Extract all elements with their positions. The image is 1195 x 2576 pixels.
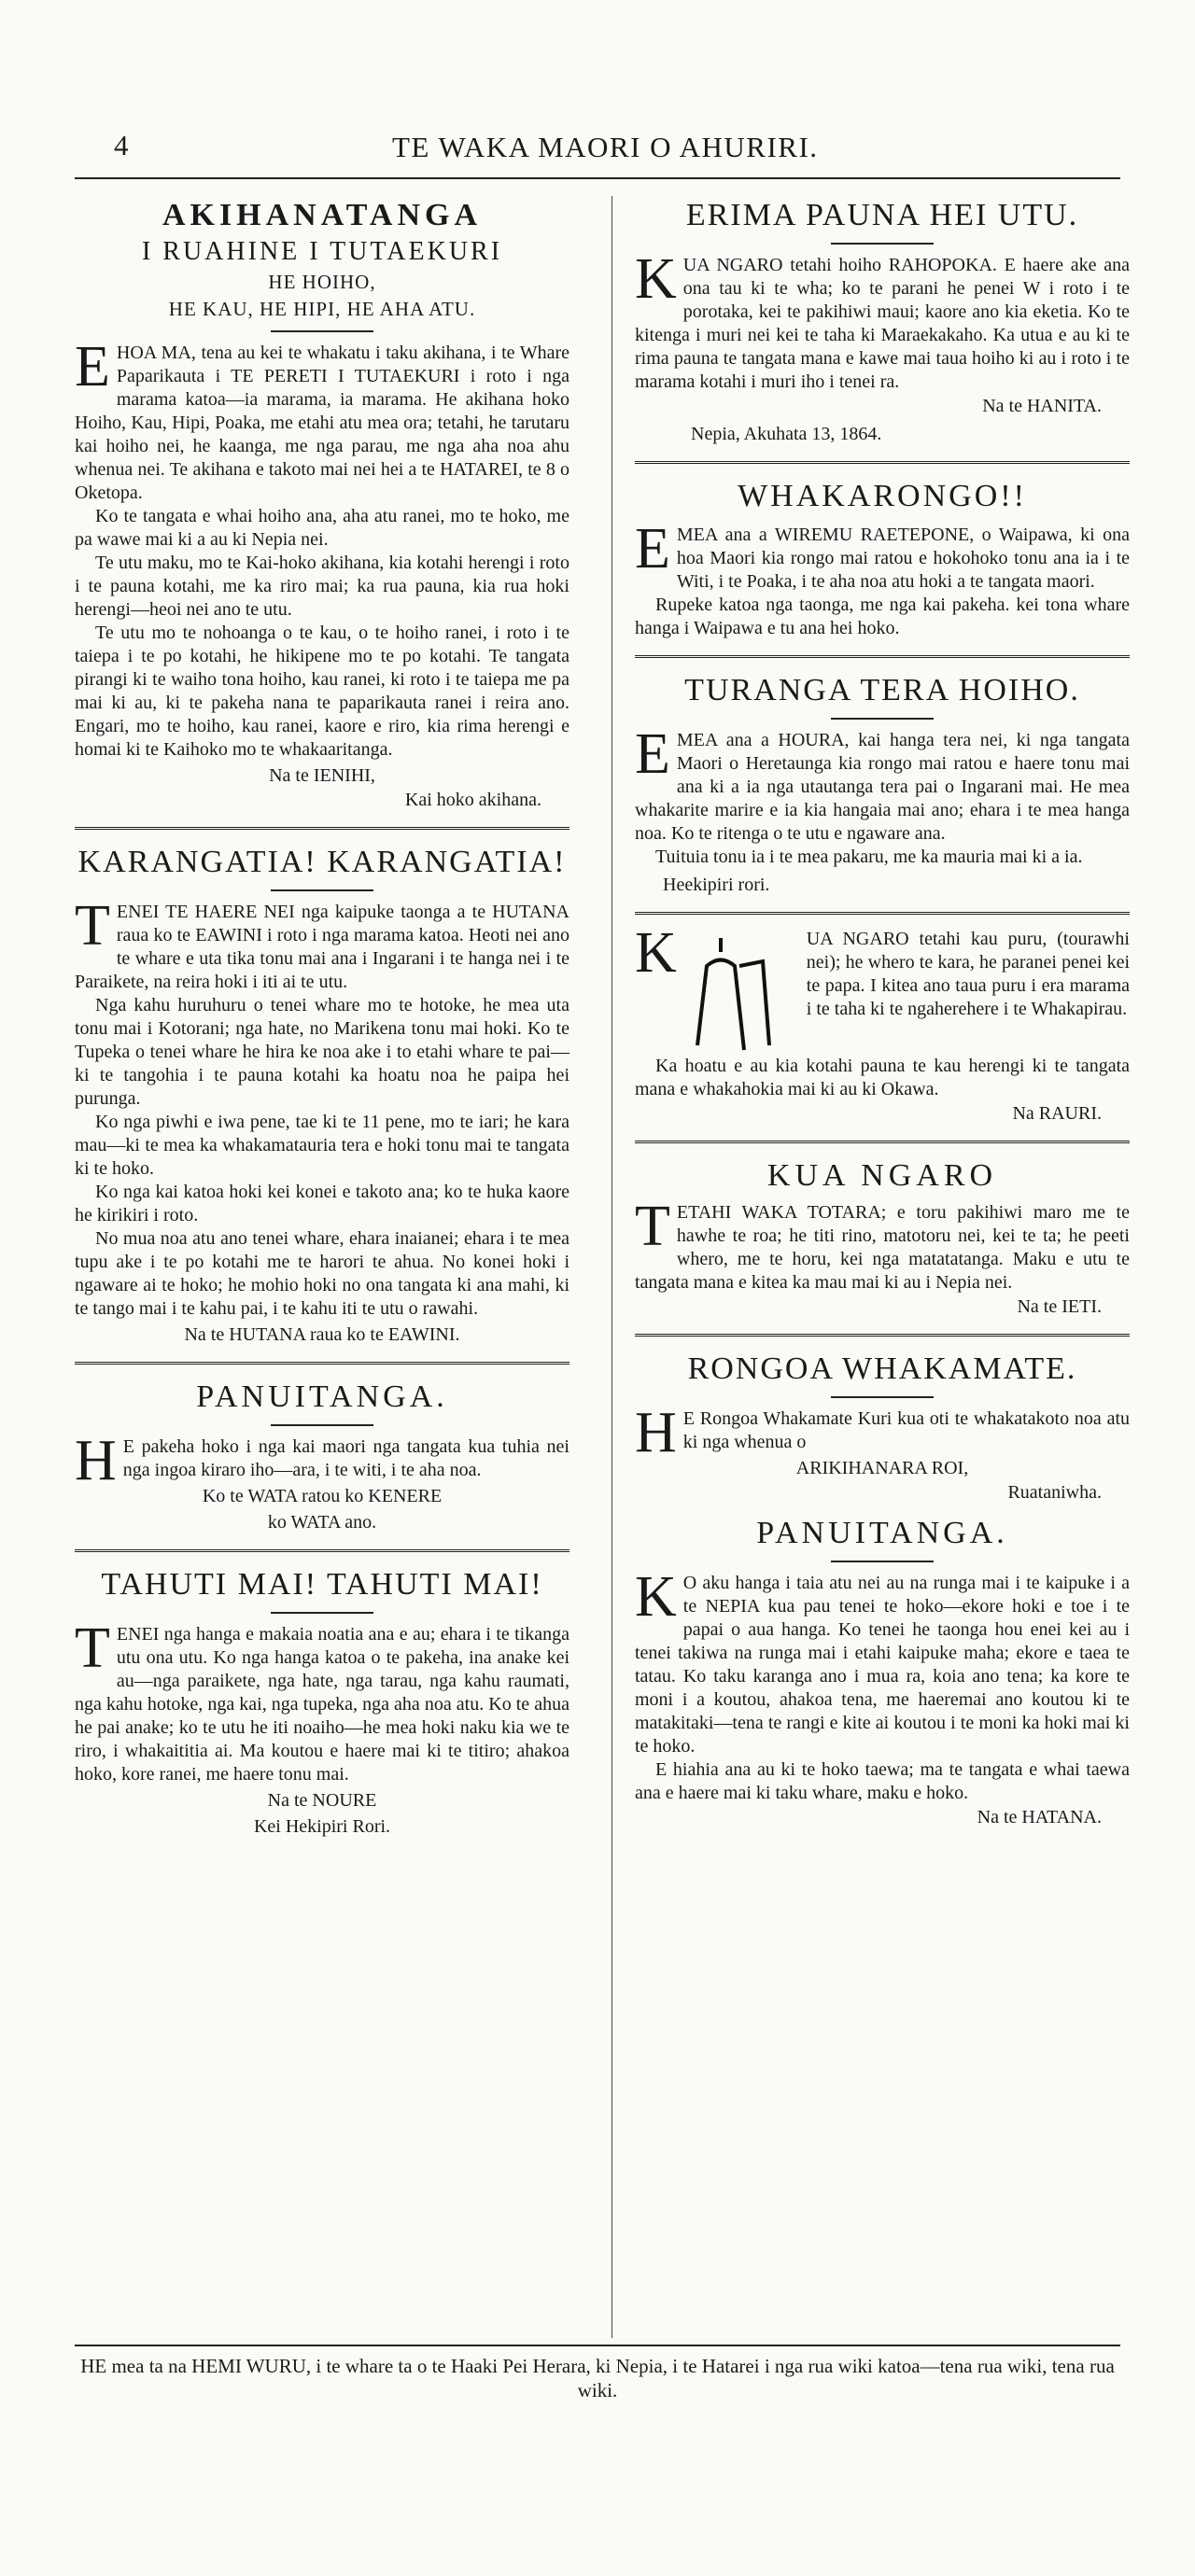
article-body — [75, 1617, 569, 1786]
article-whakarongo — [635, 477, 1130, 640]
article-body — [635, 1565, 1130, 1805]
paragraph — [635, 517, 1130, 594]
section-rule — [635, 912, 1130, 915]
paragraph-text: E Rongoa Whakamate Kuri kua oti te whakatakoto noa atu ki nga whenua o — [682, 1408, 1130, 1452]
short-rule — [271, 330, 373, 332]
paragraph: No mua noa atu ano tenei whare, ehara inaianei; ehara i te mea tupu ake i te po kotahi me te harori te ahua. No konei hoki i ngaware ai te hoko; he mohio hoki no ona tangata ki ana mahi, ki te tango mai i te kahu pai, i te kahu iti te utu o rawahi. — [75, 1228, 569, 1319]
article-erima — [635, 196, 1130, 446]
paragraph — [635, 247, 1130, 394]
article-title: AKIHANATANGA — [162, 198, 483, 232]
paragraph: Tuituia tonu ia i te mea pakaru, me ka mauria mai ki a ia. — [655, 847, 1083, 867]
article-subtitle: I RUAHINE I TUTAEKURI — [141, 237, 503, 266]
paragraph: Rupeke katoa nga taonga, me nga kai pakeha. kei tona whare hanga i Waipawa e tu ana hei hoko. — [635, 595, 1130, 638]
paragraph-text: UA NGARO tetahi kau puru, (tourawhi nei); he whero te kara, he paranei penei kei te papa. I kitea ano taua puru i era marama i te taha ki te ngaherehere i te Whakapirau. — [806, 929, 1130, 1019]
short-rule — [831, 1396, 934, 1398]
article-panuitanga-2 — [635, 1514, 1130, 1829]
drop-cap: H — [635, 1401, 677, 1464]
short-rule — [831, 243, 934, 245]
short-rule — [271, 1612, 373, 1614]
header-rule — [75, 177, 1120, 179]
paragraph — [75, 1429, 569, 1492]
article-subline: HE KAU, HE HIPI, HE AHA ATU. — [168, 298, 476, 320]
paragraph — [75, 1617, 569, 1786]
article-body — [635, 921, 1130, 1101]
article-subline: HE HOIHO, — [268, 271, 376, 293]
brand-mark-sketch — [683, 933, 795, 1055]
paragraph — [75, 335, 569, 505]
signature: Na te HANITA. — [982, 396, 1102, 416]
drop-cap: T — [75, 894, 110, 958]
signature-place: Ruataniwha. — [1007, 1482, 1102, 1503]
short-rule — [271, 889, 373, 891]
signature: Na te HATANA. — [977, 1807, 1102, 1827]
paragraph — [635, 921, 1130, 1021]
section-rule — [635, 655, 1130, 658]
article-tahuti — [75, 1565, 569, 1839]
paragraph: Ka hoatu e au kia kotahi pauna te kau herengi ki te tangata mana e whakahokia mai ki au ki Okawa. — [635, 1056, 1130, 1099]
paragraph-text: MEA ana a HOURA, kai hanga tera nei, ki nga tangata Maori o Heretaunga kia rongo mai ratou e haere tonu mai ana ki a ia nga utautanga tera pai o Ingarani mai. He mea whakarite marire e ia kia hangaia mai ano; ehara i te mea hanga noa. Ko te ritenga o te utu e ngaware ana. — [635, 730, 1130, 844]
article-body — [635, 722, 1130, 869]
short-rule — [831, 1561, 934, 1562]
paragraph — [635, 1195, 1130, 1295]
article-turanga — [635, 671, 1130, 897]
paragraph: Ko te tangata e whai hoiho ana, aha atu ranei, mo te hoko, me pa wawe mai ki a au ki Nepia nei. — [75, 506, 569, 550]
article-akihanatanga — [75, 196, 569, 812]
signature: Na te IETI. — [1017, 1296, 1102, 1317]
masthead: TE WAKA MAORI O AHURIRI. — [392, 131, 819, 163]
spacer — [635, 1505, 1130, 1514]
drop-cap: K — [635, 247, 677, 311]
paragraph — [635, 1565, 1130, 1758]
article-body — [635, 517, 1130, 640]
section-rule — [635, 1141, 1130, 1143]
article-title: KUA NGARO — [766, 1158, 998, 1193]
article-panuitanga — [75, 1378, 569, 1534]
paragraph: Ko nga kai katoa hoki kei konei e takoto ana; ko te huka kaore he kirikiri i roto. — [75, 1182, 569, 1225]
signature: Na te IENIHI, — [269, 765, 375, 786]
drop-cap: K — [635, 921, 677, 985]
article-title: PANUITANGA. — [196, 1379, 448, 1414]
paragraph-text: ENEI nga hanga e makaia noatia ana e au; ehara i te tikanga utu ona utu. Ko nga hanga katoa o te pakeha, ina anake kei au—nga paraikete, nga hate, nga tarau, nga kahu raumati, nga kahu hotoke, nga kai, nga tupeka, nga aha noa atu. Ko te ahua he pai anake; ko te utu he iti noaiho—he mea hoki naku kia we te riro, i whakaititia ai. Ma koutou e haere mai ki te titiro; ahakoa hoko, kore ranei, me haere tonu mai. — [75, 1624, 569, 1785]
article-body — [635, 247, 1130, 394]
article-body — [635, 1401, 1130, 1464]
article-title: KARANGATIA! KARANGATIA! — [77, 845, 567, 879]
article-karangatia — [75, 843, 569, 1347]
date-line: Nepia, Akuhata 13, 1864. — [691, 424, 882, 444]
paragraph — [635, 722, 1130, 846]
paragraph-text: UA NGARO tetahi hoiho RAHOPOKA. E haere ake ana ona tau ki te wha; ko te parani he penei W i roto i te porotaka, kei te pakihiwi maui; kaore ano kia eketia. Ko te kitenga i muri nei kei te taha ki Maraekakaho. Ka utua e au ki te rima pauna te tangata mana e kawe mai taua hoiho ki au i roto i te marama kotahi i muri iho i tenei ra. — [635, 255, 1130, 392]
article-title: PANUITANGA. — [756, 1516, 1008, 1550]
paragraph-text: ENEI TE HAERE NEI nga kaipuke taonga a te HUTANA raua ko te EAWINI i roto i nga marama katoa. Heoti nei ano te whare e uta tika tonu mai ana i Ingarani i te hanga nei i te Paraikete, na reira hoki i iti ai te utu. — [75, 902, 569, 992]
paragraph: Te utu mo te nohoanga o te kau, o te hoiho ranei, i roto i te taiepa i te po kotahi, he hikipene mo te po kotahi. Te tangata pirangi ki te waiho tona hoiho, kau ranei, ki roto i te taiepa me pa mai ki au, ki te pakeha nana te paparikauta ranei i reira ano. Engari, mo te hoiho, kau ranei, kaore e riro, kia rima herengi e homai ki te Kaihoko mo te whakaaritanga. — [75, 623, 569, 760]
drop-cap: T — [75, 1617, 110, 1680]
short-rule — [271, 1424, 373, 1426]
page-header — [103, 129, 1120, 175]
signature: Kei Hekipiri Rori. — [253, 1816, 391, 1837]
article-title: TURANGA TERA HOIHO. — [684, 673, 1080, 707]
paragraph-text: MEA ana a WIREMU RAETEPONE, o Waipawa, ki ona hoa Maori kia rongo mai ratou e hokohoko tonu ana ia i te Witi, i te Poaka, i te aha noa atu hoki a te tangata maori. — [676, 525, 1130, 592]
article-kua-ngaro — [635, 1156, 1130, 1319]
article-body — [635, 1195, 1130, 1295]
paragraph: Nga kahu huruhuru o tenei whare mo te hotoke, he mea uta tonu mai i Kotorani; nga hate, no Marikena tonu mai hoki. Ko te Tupeka o tenei whare he hira ke noa ake i to etahi whare te pai—ki te tangohia i te pauna kotahi ka hoatu noa he paipa hei purunga. — [75, 995, 569, 1109]
short-rule — [831, 718, 934, 720]
drop-cap: E — [75, 335, 110, 399]
section-rule — [75, 1549, 569, 1552]
footer-rule — [75, 2345, 1120, 2346]
article-title: TAHUTI MAI! TAHUTI MAI! — [101, 1567, 543, 1602]
imprint-footer: HE mea ta na HEMI WURU, i te whare ta o te Haaki Pei Herara, ki Nepia, i te Hatarei i nga rua wiki katoa—tena rua wiki, tena rua wiki. — [80, 2355, 1115, 2401]
page-number: 4 — [114, 129, 129, 161]
section-rule — [635, 1334, 1130, 1337]
article-body — [75, 894, 569, 1321]
article-rongoa — [635, 1350, 1130, 1505]
article-title: WHAKARONGO!! — [738, 479, 1027, 513]
signature: ARIKIHANARA ROI, — [795, 1458, 969, 1478]
signature: Na te HUTANA raua ko te EAWINI. — [184, 1324, 460, 1345]
section-rule — [75, 1362, 569, 1365]
section-rule — [75, 827, 569, 830]
drop-cap: T — [635, 1195, 670, 1258]
signature: Ko te WATA ratou ko KENERE — [202, 1486, 443, 1506]
paragraph-text: ETAHI WAKA TOTARA; e toru pakihiwi maro me te hawhe te roa; he titi rino, matotoru nei, kei te ta; he peeti whero, me te horu, kei nga matatatanga. Maku e utu te tangata mana e kitea ka mau mai ki au i Nepia nei. — [635, 1202, 1130, 1293]
article-body — [75, 335, 569, 762]
signature: Na te NOURE — [267, 1790, 377, 1811]
article-kua-ngaro-kau — [635, 921, 1130, 1126]
drop-cap: K — [635, 1565, 677, 1629]
drop-cap: E — [635, 722, 670, 786]
paragraph-text: HOA MA, tena au kei te whakatu i taku akihana, i te Whare Paparikauta i TE PERETI I TUTAEKURI i roto i nga marama katoa—ia marama, ia marama. He akihana hoko Hoiho, Kau, Hipi, Poaka, me etahi atu mea ora; tetahi, he tarutaru kai hoiho nei, he kaanga, me nga parau, me nga aha noa ahu whenua nei. Te akihana e takoto mai nei hei a te HATAREI, te 8 o Oketopa. — [75, 343, 569, 503]
article-title: RONGOA WHAKAMATE. — [687, 1351, 1077, 1386]
section-rule — [635, 461, 1130, 464]
right-column — [635, 196, 1130, 1829]
article-title: ERIMA PAUNA HEI UTU. — [685, 198, 1079, 232]
signature: ko WATA ano. — [267, 1512, 377, 1533]
paragraph: Ko nga piwhi e iwa pene, tae ki te 11 pene, mo te iari; he kara mau—ki te mea ka whakamatauria tera e hoki tonu mai te tangata ki te hoko. — [75, 1112, 569, 1179]
article-body — [75, 1429, 569, 1492]
paragraph: Te utu maku, mo te Kai-hoko akihana, kia kotahi herengi i roto i te pauna kotahi, me ka riro mai; ka rua pauna, kia rua hoki herengi—heoi nei ano te utu. — [75, 553, 569, 620]
signature-title: Kai hoko akihana. — [404, 790, 541, 810]
paragraph — [75, 894, 569, 994]
signature: Na RAURI. — [1012, 1103, 1102, 1124]
paragraph-text: E pakeha hoko i nga kai maori nga tangata kua tuhia nei nga ingoa kiraro iho—ara, i te witi, i te aha noa. — [122, 1436, 569, 1480]
drop-cap: H — [75, 1429, 117, 1492]
paragraph — [635, 1401, 1130, 1464]
drop-cap: E — [635, 517, 670, 581]
signature: Heekipiri rori. — [663, 875, 770, 895]
left-column — [75, 196, 569, 1839]
paragraph-text: O aku hanga i taia atu nei au na runga mai i te kaipuke i a te NEPIA kua pau tenei te hoko—ekore hoki e toe i te papai o aua hanga. Ko tenei he taonga hou enei kei au i tenei takiwa na runga mai i etahi kaipuke maha; ekore e taea te tatau. Ko taku karanga ano i mua ra, koia ano tena; ka kore te moni i a koutou, ahakoa tena, me haeremai ano koutou ki te matakitaki—tena te rangi e kite ai koutou i te moni ka hoki mai ki te hoko. — [635, 1573, 1130, 1757]
paragraph: E hiahia ana au ki te hoko taewa; ma te tangata e whai taewa ana e haere mai ki taku whare, maku e hoko. — [635, 1759, 1130, 1803]
